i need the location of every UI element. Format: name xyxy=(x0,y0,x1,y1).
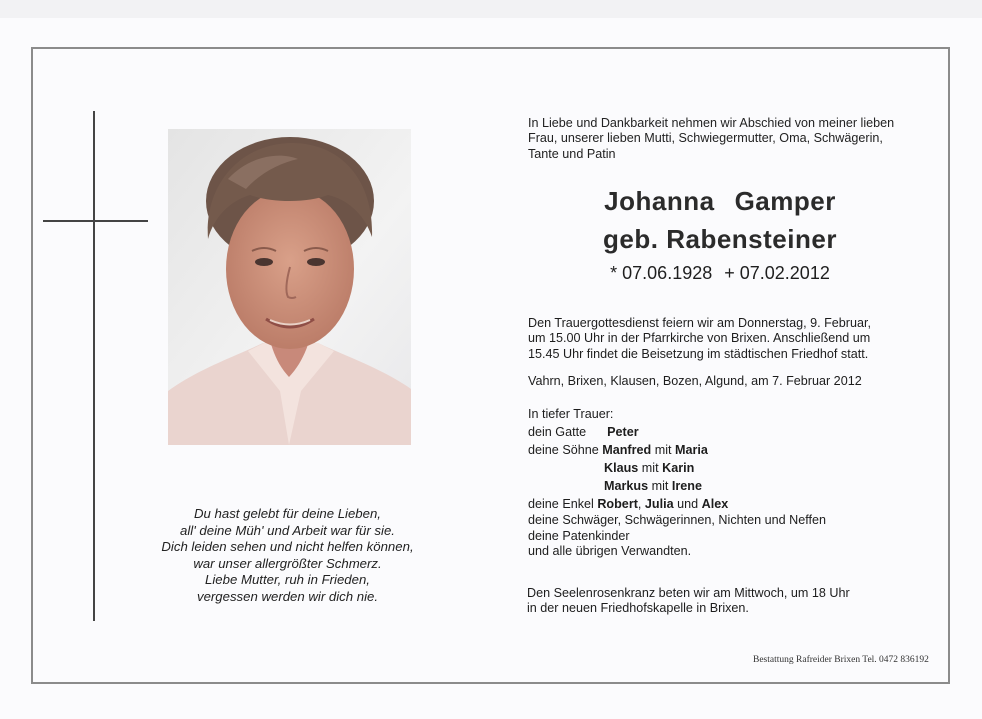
son-name: Markus xyxy=(604,479,649,493)
sons-label: deine Söhne xyxy=(528,443,599,457)
separator: , xyxy=(637,497,642,511)
service-line: Den Trauergottesdienst feiern wir am Donnerstag, 9. Februar, xyxy=(528,316,872,330)
grandchild-name: Alex xyxy=(701,497,729,511)
portrait-illustration xyxy=(168,129,411,445)
first-name: Johanna xyxy=(604,186,715,216)
grandchild-name: Robert xyxy=(597,497,638,511)
mourner-godchildren: deine Patenkinder xyxy=(528,528,630,543)
last-name: Gamper xyxy=(734,186,836,216)
verse-line: Du hast gelebt für deine Lieben, xyxy=(194,506,381,521)
funeral-service-info xyxy=(528,316,928,362)
portrait-photo xyxy=(168,129,411,445)
birth-name: geb. Rabensteiner xyxy=(603,224,837,254)
son-name: Klaus xyxy=(604,461,639,475)
mourner-relatives: und alle übrigen Verwandten. xyxy=(528,544,692,558)
full-name xyxy=(520,182,920,220)
mourner-grandchildren xyxy=(528,495,928,513)
mourners-heading: In tiefer Trauer: xyxy=(528,407,614,421)
verse-line: Dich leiden sehen und nicht helfen können, xyxy=(161,539,414,555)
son-partner: Karin xyxy=(662,461,695,475)
son-partner: Irene xyxy=(671,479,703,493)
rosary-info xyxy=(527,586,927,617)
mourners-list xyxy=(528,405,928,560)
son-with: mit xyxy=(641,461,659,475)
verse-line: vergessen werden wir dich nie. xyxy=(196,588,379,604)
mourner-son xyxy=(528,459,928,477)
verse-line: Liebe Mutter, ruh in Frieden, xyxy=(205,572,370,588)
cross-horizontal-beam xyxy=(43,220,148,222)
mourner-son xyxy=(528,477,928,495)
mourner-husband xyxy=(528,423,928,441)
intro-line: Tante und Patin xyxy=(528,146,616,161)
verse-line: all' deine Müh' und Arbeit war für sie. xyxy=(180,522,395,538)
memorial-verse xyxy=(140,506,435,606)
son-with: mit xyxy=(651,479,669,493)
husband-name: Peter xyxy=(607,425,639,439)
son-name: Manfred xyxy=(602,443,652,457)
cross-vertical-beam xyxy=(93,111,95,621)
intro-line: In Liebe und Dankbarkeit nehmen wir Abschied von meiner lieben xyxy=(528,116,895,130)
conjunction: und xyxy=(677,497,699,511)
deceased-name xyxy=(520,182,920,258)
grandchild-name: Julia xyxy=(644,497,674,511)
intro-line: Frau, unserer lieben Mutti, Schwiegermutter, Oma, Schwägerin, xyxy=(528,131,883,146)
verse-line: war unser allergrößter Schmerz. xyxy=(193,555,382,571)
husband-label: dein Gatte xyxy=(528,425,587,439)
service-line: 15.45 Uhr findet die Beisetzung im städtischen Friedhof statt. xyxy=(528,346,869,361)
birth-date: * 07.06.1928 xyxy=(610,263,713,283)
service-line: um 15.00 Uhr in der Pfarrkirche von Brixen. Anschließend um xyxy=(528,331,871,346)
intro-text xyxy=(528,116,928,162)
place-and-date: Vahrn, Brixen, Klausen, Bozen, Algund, am 7. Februar 2012 xyxy=(528,374,862,388)
mourner-in-laws: deine Schwäger, Schwägerinnen, Nichten und Neffen xyxy=(528,513,827,527)
rosary-line: in der neuen Friedhofskapelle in Brixen. xyxy=(527,601,749,616)
rosary-line: Den Seelenrosenkranz beten wir am Mittwoch, um 18 Uhr xyxy=(527,586,850,600)
son-partner: Maria xyxy=(675,443,708,457)
grandchildren-label: deine Enkel xyxy=(528,497,594,511)
son-with: mit xyxy=(654,443,672,457)
death-date: + 07.02.2012 xyxy=(724,263,830,283)
mourner-son xyxy=(528,441,928,459)
funeral-home-footer: Bestattung Rafreider Brixen Tel. 0472 836192 xyxy=(753,655,929,665)
life-dates xyxy=(520,262,920,284)
